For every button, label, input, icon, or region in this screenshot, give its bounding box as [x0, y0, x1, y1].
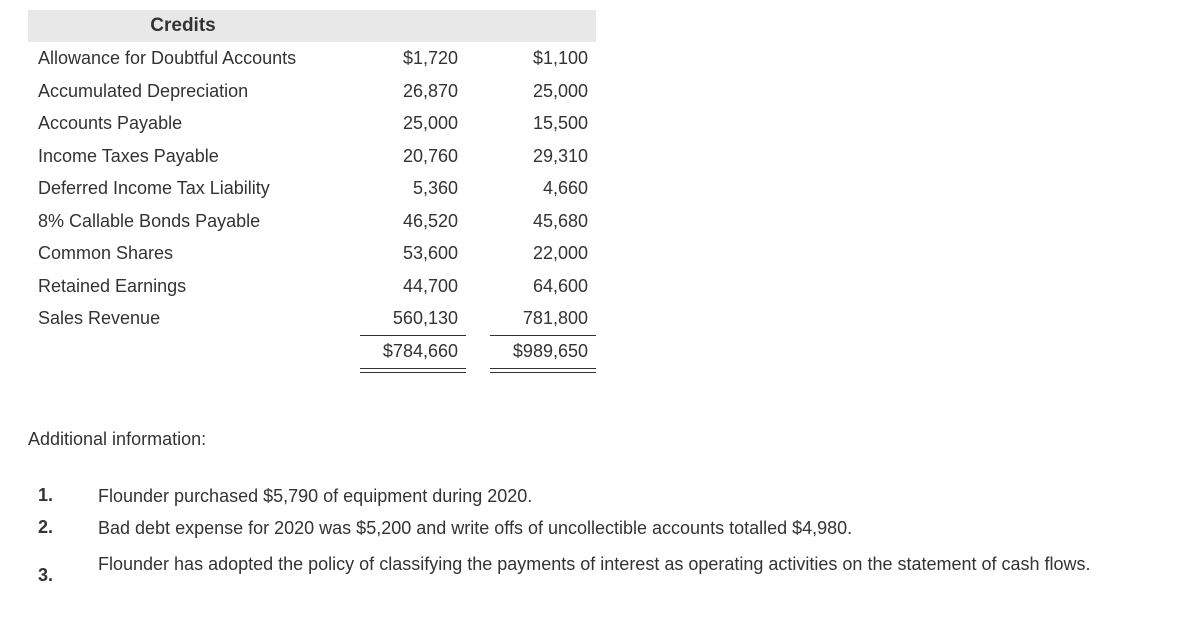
- account-name: Allowance for Doubtful Accounts: [38, 48, 297, 68]
- table-row: [28, 205, 596, 238]
- value-col1: 560,130: [392, 308, 458, 328]
- item-number: 3.: [38, 565, 54, 585]
- value-col1: $1,720: [402, 48, 458, 68]
- total-double-rule-col1: [360, 368, 466, 373]
- account-name: Accounts Payable: [38, 113, 183, 133]
- additional-info-list: [28, 485, 1158, 611]
- totals-row: [28, 335, 596, 368]
- item-number: 1.: [38, 485, 54, 505]
- total-double-rule-col2: [490, 368, 596, 373]
- table-row: [28, 107, 596, 140]
- table-row: [28, 172, 596, 205]
- account-name: Income Taxes Payable: [38, 145, 219, 166]
- value-col1: 26,870: [402, 80, 458, 101]
- table-row: [28, 140, 596, 173]
- value-col2: 29,310: [532, 145, 588, 166]
- value-col2: 781,800: [522, 308, 588, 328]
- value-col1: 20,760: [402, 145, 458, 166]
- account-name: 8% Callable Bonds Payable: [38, 210, 261, 231]
- total-col2: $989,650: [512, 340, 588, 361]
- account-name: Deferred Income Tax Liability: [38, 178, 270, 198]
- account-name: Retained Earnings: [38, 275, 187, 296]
- account-name: Accumulated Depreciation: [38, 80, 249, 101]
- item-text: Bad debt expense for 2020 was $5,200 and write offs of uncollectible accounts totalled $4,980.: [98, 518, 853, 538]
- value-col2: $1,100: [532, 48, 588, 68]
- table-row: [28, 75, 596, 108]
- total-col1: $784,660: [382, 340, 458, 361]
- table-row: [28, 270, 596, 303]
- list-item: [28, 551, 1158, 611]
- value-col2: 4,660: [542, 178, 588, 198]
- value-col1: 25,000: [402, 113, 458, 133]
- additional-info-heading: Additional information:: [28, 429, 207, 449]
- account-name: Sales Revenue: [38, 308, 161, 328]
- value-col2: 45,680: [532, 210, 588, 231]
- value-col1: 5,360: [412, 178, 458, 198]
- credits-header-label: Credits: [150, 15, 216, 36]
- value-col2: 25,000: [532, 80, 588, 101]
- value-col1: 44,700: [402, 275, 458, 296]
- list-item: [28, 485, 1158, 517]
- table-row: [28, 302, 596, 335]
- account-name: Common Shares: [38, 243, 174, 263]
- item-text: Flounder purchased $5,790 of equipment during 2020.: [98, 486, 533, 506]
- value-col2: 15,500: [532, 113, 588, 133]
- value-col1: 46,520: [402, 210, 458, 231]
- credits-header: [28, 10, 596, 42]
- table-row: [28, 42, 596, 75]
- value-col1: 53,600: [402, 243, 458, 263]
- value-col2: 64,600: [532, 275, 588, 296]
- credits-table: [28, 10, 596, 367]
- list-item: [28, 517, 1158, 551]
- item-number: 2.: [38, 517, 54, 537]
- table-row: [28, 237, 596, 270]
- value-col2: 22,000: [532, 243, 588, 263]
- item-text: Flounder has adopted the policy of classifying the payments of interest as operating activities on the statement of cash flows.: [98, 554, 1091, 574]
